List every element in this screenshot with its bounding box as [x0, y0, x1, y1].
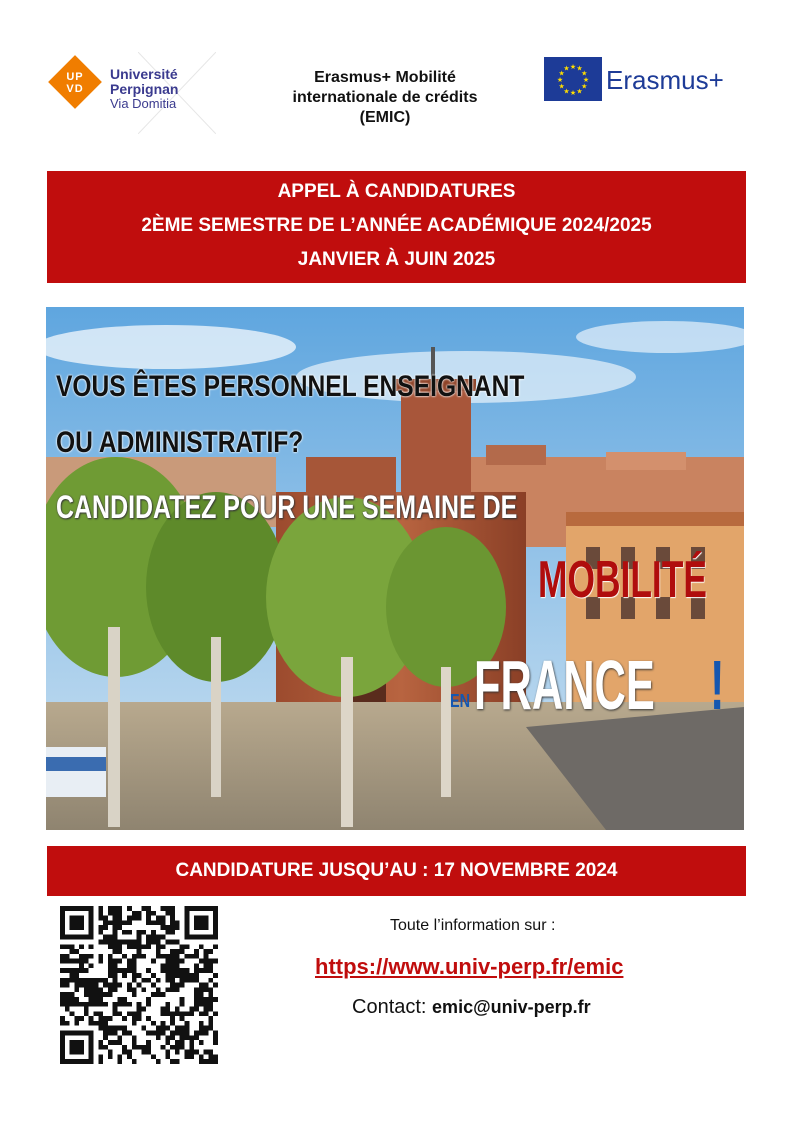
eu-star-icon: ★	[581, 69, 588, 78]
erasmus-logo	[544, 53, 744, 105]
eu-star-icon: ★	[582, 76, 590, 84]
website-link[interactable]: https://www.univ-perp.fr/emic	[315, 954, 624, 979]
university-name-line-2: Perpignan	[110, 81, 179, 97]
eu-star-icon: ★	[576, 64, 583, 73]
program-title-line-2: internationale de crédits	[292, 89, 478, 106]
banner-line-3: JANVIER À JUIN 2025	[297, 249, 496, 270]
deadline-banner: CANDIDATURE JUSQU’AU : 17 NOVEMBRE 2024	[47, 846, 746, 896]
program-title-line-1: Erasmus+ Mobilité	[314, 69, 456, 86]
headline-line-3: CANDIDATEZ POUR UNE SEMAINE DE	[56, 489, 518, 525]
eu-star-icon: ★	[569, 89, 577, 97]
headline-exclamation: !	[710, 646, 725, 724]
eu-star-icon: ★	[563, 87, 570, 96]
eu-star-icon: ★	[581, 82, 588, 91]
contact-line	[352, 994, 591, 1020]
perpignan-photo	[46, 307, 744, 830]
qr-code-icon[interactable]	[60, 906, 218, 1064]
eu-star-icon: ★	[558, 82, 565, 91]
contact-label: Contact:	[352, 996, 427, 1018]
erasmus-logo-text: Erasmus+	[606, 65, 724, 95]
banner-line-2: 2ÈME SEMESTRE DE L’ANNÉE ACADÉMIQUE 2024/2025	[141, 215, 652, 236]
headline-line-1: VOUS ÊTES PERSONNEL ENSEIGNANT	[56, 370, 525, 403]
upvd-badge-line-1: UP	[66, 71, 84, 83]
headline-france: FRANCE	[474, 646, 655, 724]
eu-flag-icon	[544, 57, 602, 101]
eu-star-icon: ★	[569, 63, 577, 71]
headline-en: EN	[450, 691, 471, 711]
program-title	[230, 68, 540, 128]
contact-email-link[interactable]: emic@univ-perp.fr	[432, 997, 591, 1017]
eu-star-icon: ★	[558, 69, 565, 78]
upvd-logo	[50, 52, 215, 134]
university-name	[110, 67, 178, 97]
eu-star-icon: ★	[563, 64, 570, 73]
upvd-badge-line-2: VD	[66, 83, 84, 95]
banner-line-1: APPEL À CANDIDATURES	[277, 181, 516, 202]
headline-mobilite: MOBILITÉ	[538, 551, 707, 609]
university-name-line-1: Université	[110, 66, 178, 82]
info-label: Toute l’information sur :	[390, 917, 556, 934]
eu-star-icon: ★	[576, 87, 583, 96]
call-for-applications-banner	[47, 171, 746, 283]
university-subtitle: Via Domitia	[110, 96, 177, 111]
eu-star-icon: ★	[556, 76, 564, 84]
program-title-line-3: (EMIC)	[359, 109, 411, 126]
upvd-badge	[54, 62, 96, 104]
headline-line-2: OU ADMINISTRATIF?	[56, 426, 304, 459]
